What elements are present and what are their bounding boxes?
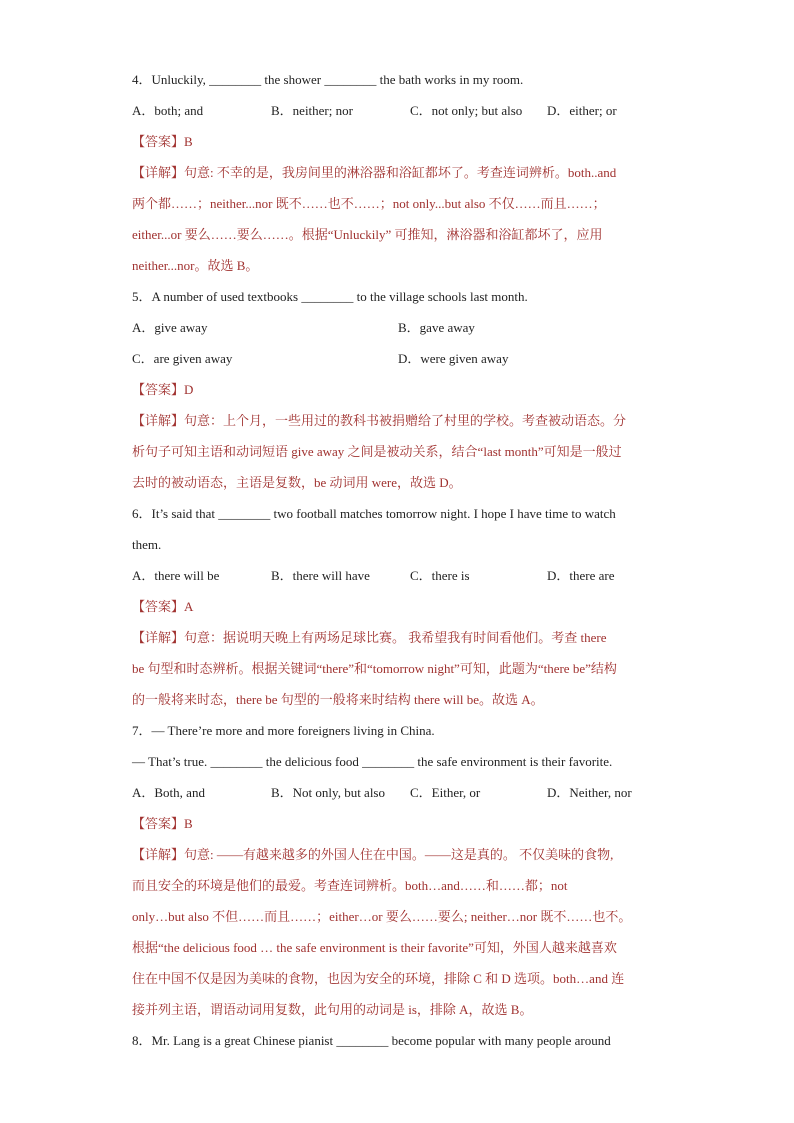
question-4-explanation-line-1: 【详解】句意: 不幸的是，我房间里的淋浴器和浴缸都坏了。考查连词辨析。both..and xyxy=(132,165,617,180)
question-5-options-row-1 xyxy=(132,312,664,343)
question-5-answer: 【答案】D xyxy=(132,382,194,397)
question-6-stem-line-2: them. xyxy=(132,537,162,552)
question-4-explanation-line-2: 两个都……；neither...nor 既不……也不……；not only...but also 不仅……而且……； xyxy=(132,196,606,211)
option-d: D．either; or xyxy=(547,103,617,118)
question-6-stem-line-1: 6．It’s said that ________ two football matches tomorrow night. I hope I have time to watch xyxy=(132,506,616,521)
option-c: C．Either, or xyxy=(410,785,481,800)
question-7-stem-line-2: — That’s true. ________ the delicious food ________ the safe environment is their favorite. xyxy=(132,754,613,769)
question-4-explanation-line-3: either...or 要么……要么……。根据“Unluckily” 可推知，淋浴器和浴缸都坏了，应用 xyxy=(132,227,603,242)
question-5-explanation-line-3: 去时的被动语态，主语是复数，be 动词用 were，故选 D。 xyxy=(132,475,462,490)
question-7-explanation-line-1: 【详解】句意: ——有越来越多的外国人住在中国。——这是真的。 不仅美味的食物, xyxy=(132,847,614,862)
question-7-explanation-line-6: 接并列主语，谓语动词用复数，此句用的动词是 is，排除 A，故选 B。 xyxy=(132,1002,533,1017)
option-b: B．gave away xyxy=(398,320,475,335)
option-b: B．there will have xyxy=(271,568,370,583)
question-5-stem: 5．A number of used textbooks ________ to the village schools last month. xyxy=(132,289,528,304)
option-c: C．are given away xyxy=(132,351,233,366)
option-a: A．give away xyxy=(132,320,208,335)
question-5-explanation-line-1: 【详解】句意：上个月，一些用过的教科书被捐赠给了村里的学校。考查被动语态。分 xyxy=(132,413,627,428)
question-5-options-row-2 xyxy=(132,343,664,374)
question-7-stem-line-1: 7．— There’re more and more foreigners living in China. xyxy=(132,723,435,738)
question-8-stem: 8．Mr. Lang is a great Chinese pianist ________ become popular with many people around xyxy=(132,1033,611,1048)
option-d: D．were given away xyxy=(398,351,509,366)
question-4-options xyxy=(132,95,664,126)
question-4-stem: 4．Unluckily, ________ the shower ________ the bath works in my room. xyxy=(132,72,524,87)
option-c: C．not only; but also xyxy=(410,103,523,118)
question-7-explanation-line-2: 而且安全的环境是他们的最爱。考查连词辨析。both…and……和……都；not xyxy=(132,878,568,893)
question-6-explanation-line-2: be 句型和时态辨析。根据关键词“there”和“tomorrow night”可知，此题为“there be”结构 xyxy=(132,661,617,676)
question-6-explanation-line-1: 【详解】句意：据说明天晚上有两场足球比赛。 我希望我有时间看他们。考查 there xyxy=(132,630,607,645)
option-a: A．there will be xyxy=(132,568,220,583)
question-7-explanation-line-3: only…but also 不但……而且……；either…or 要么……要么; neither…nor 既不……也不。 xyxy=(132,909,632,924)
question-5-explanation-line-2: 析句子可知主语和动词短语 give away 之间是被动关系，结合“last month”可知是一般过 xyxy=(132,444,622,459)
question-6-options xyxy=(132,560,664,591)
question-content xyxy=(132,64,664,1056)
question-4-explanation-line-4: neither...nor。故选 B。 xyxy=(132,258,259,273)
question-7-answer: 【答案】B xyxy=(132,816,193,831)
option-c: C．there is xyxy=(410,568,470,583)
question-4-answer: 【答案】B xyxy=(132,134,193,149)
question-6-answer: 【答案】A xyxy=(132,599,194,614)
question-7-explanation-line-5: 住在中国不仅是因为美味的食物，也因为安全的环境，排除 C 和 D 选项。both…and 连 xyxy=(132,971,625,986)
question-7-explanation-line-4: 根据“the delicious food … the safe environment is their favorite”可知，外国人越来越喜欢 xyxy=(132,940,617,955)
option-a: A．Both, and xyxy=(132,785,205,800)
option-d: D．there are xyxy=(547,568,615,583)
question-6-explanation-line-3: 的一般将来时态，there be 句型的一般将来时结构 there will be。故选 A。 xyxy=(132,692,544,707)
option-b: B．neither; nor xyxy=(271,103,353,118)
option-d: D．Neither, nor xyxy=(547,785,632,800)
option-a: A．both; and xyxy=(132,103,204,118)
question-7-options xyxy=(132,777,664,808)
option-b: B．Not only, but also xyxy=(271,785,385,800)
